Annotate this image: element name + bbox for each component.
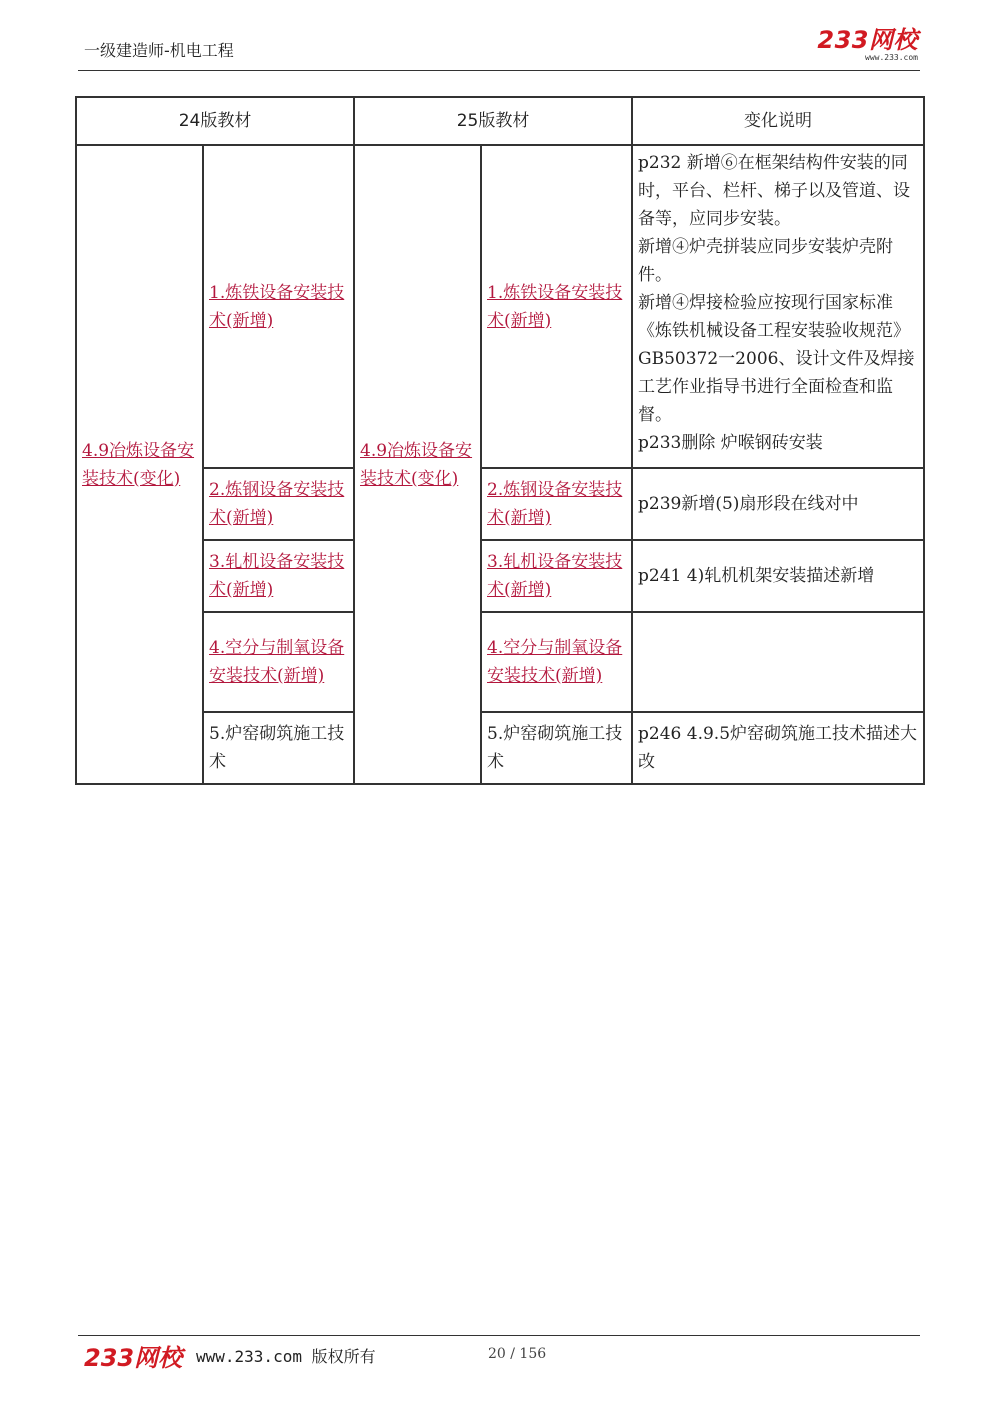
header-divider [78,70,920,71]
page-number: 20 / 156 [488,1346,547,1362]
subsection-cell-v24 [203,145,354,468]
change-note-cell [632,468,924,540]
section-cell-v24 [76,145,203,784]
column-header-v24: 24版教材 [76,97,354,145]
subsection-link-v25[interactable]: 4.空分与制氧设备安装技术(新增) [487,638,623,686]
change-note: p232 新增⑥在框架结构件安装的同时，平台、栏杆、梯子以及管道、设备等，应同步安装。 [638,153,911,229]
subsection-link-v24[interactable]: 3.轧机设备安装技术(新增) [209,552,345,600]
change-note: p246 4.9.5炉窑砌筑施工技术描述大改 [638,724,918,772]
section-link-v25[interactable]: 4.9冶炼设备安装技术(变化) [360,440,473,489]
subsection-link-v25[interactable]: 3.轧机设备安装技术(新增) [487,552,623,600]
footer-divider [78,1335,920,1336]
footer-logo: 233网校 [84,1344,183,1372]
section-link-v24[interactable]: 4.9冶炼设备安装技术(变化) [82,440,195,489]
brand-logo-url: www.233.com [865,53,918,62]
table-row [76,612,924,712]
subsection-cell-v25 [481,612,632,712]
table-row [76,145,924,468]
change-note: 新增④焊接检验应按现行国家标准《炼铁机械设备工程安装验收规范》GB50372一2006、设计文件及焊接工艺作业指导书进行全面检查和监督。 [638,293,915,425]
change-note: p239新增(5)扇形段在线对中 [638,494,859,514]
subsection-link-v24[interactable]: 4.空分与制氧设备安装技术(新增) [209,638,345,686]
change-note-cell [632,145,924,468]
subsection-cell-v25: 5.炉窑砌筑施工技术 [481,712,632,784]
change-note-cell [632,540,924,612]
table-header-row [76,97,924,145]
column-header-notes: 变化说明 [632,97,924,145]
subsection-cell-v24 [203,468,354,540]
comparison-table [75,96,925,785]
brand-logo-text: 233网校 [817,26,918,54]
subsection-link-v25[interactable]: 2.炼钢设备安装技术(新增) [487,480,623,528]
brand-logo [817,28,918,63]
footer-copyright: www.233.com 版权所有 [196,1347,376,1366]
table-row [76,468,924,540]
subsection-cell-v25 [481,468,632,540]
subsection-cell-v24 [203,540,354,612]
subsection-cell-v24 [203,612,354,712]
section-cell-v25 [354,145,481,784]
change-note: p241 4)轧机机架安装描述新增 [638,566,875,586]
column-header-v25: 25版教材 [354,97,632,145]
subsection-cell-v25 [481,540,632,612]
subsection-link-v25[interactable]: 1.炼铁设备安装技术(新增) [487,282,623,331]
table-row [76,712,924,784]
change-note: 新增④炉壳拼装应同步安装炉壳附件。 [638,237,894,285]
change-note: p233删除 炉喉钢砖安装 [638,433,823,453]
subsection-cell-v24: 5.炉窑砌筑施工技术 [203,712,354,784]
header-title: 一级建造师-机电工程 [84,41,234,60]
change-note-cell [632,712,924,784]
table-row [76,540,924,612]
subsection-link-v24[interactable]: 1.炼铁设备安装技术(新增) [209,282,345,331]
subsection-link-v24[interactable]: 2.炼钢设备安装技术(新增) [209,480,345,528]
change-note-cell [632,612,924,712]
subsection-cell-v25 [481,145,632,468]
